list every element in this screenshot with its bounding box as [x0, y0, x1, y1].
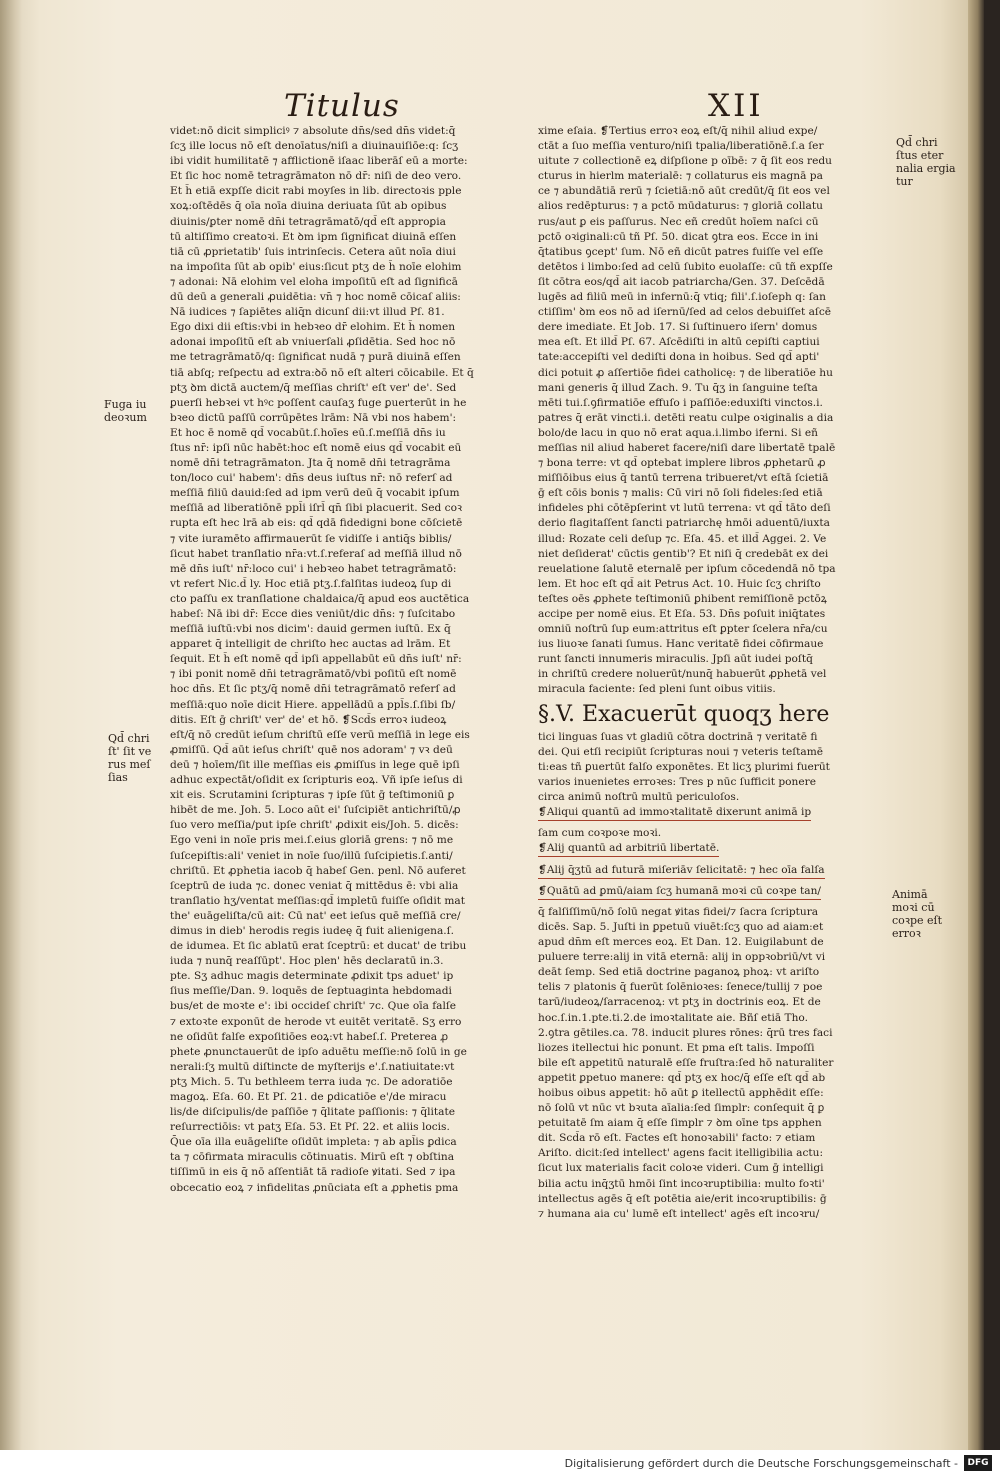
- text-line: nerali:ſʒ multū diſtincte de myſterijs e'.ſ.natiuitate:vt: [170, 1060, 455, 1073]
- text-line: ctāt a ſuo meſſia venturo/niſi tpalia/liberatiōnē.ſ.a ſer: [538, 140, 824, 153]
- text-line: deū ⁊ hoīem/ſit ille meſſias eis ꝓmiſſus in lege quē ipſi: [170, 758, 460, 771]
- text-line: ius liuoꝛe ſanati ſumus. Hanc veritatē fidei cōfirmaue: [538, 638, 824, 651]
- text-line: ⁊ ibi ponit nomē dn̄i tetragrāmatō/vbi poſitū eſt nomē: [170, 668, 457, 681]
- text-line: the' euāgeliſta/cū ait: Cū nat' eet ieſus quē meſſiā cre/: [170, 909, 461, 922]
- text-line: intellectus agēs q̄ eſt potētia aie/erit incoꝛruptibilis: ḡ: [538, 1192, 827, 1205]
- text-line: mē dn̄s iuſt' nr̄:loco cui' i hebꝛeo habet tetragrāmatō:: [170, 562, 457, 575]
- text-line: xit eis. Scrutamini ſcripturas ⁊ ipſe ſūt ḡ teſtimoniū ꝑ: [170, 789, 455, 802]
- text-line: dei. Qui etſi recipiūt ſcripturas noui ⁊ veteris teſtamē: [538, 745, 824, 758]
- text-line: adhuc expectāt/oſidit ex ſcripturis eoꝝ. Vñ ipſe ieſus di: [170, 774, 463, 787]
- text-line: ſius meſſie/Dan. 9. loquēs de ſeptuaginta hebdomadi: [170, 985, 452, 998]
- text-line: dimus in dieb' herodis regis iudeę q̄ fuit alienigena.ſ.: [170, 924, 454, 937]
- margin-note-line: ſtus eter: [896, 149, 944, 162]
- text-line: ce ⁊ abundātiā rerū ⁊ ſcietiā:nō aūt credūt/q̄ ſit eos vel: [538, 185, 830, 198]
- margin-note-line: Animā: [892, 888, 928, 901]
- text-line: ſtus nr̄: ipſi nūc habēt:hoc eſt nomē eius qd̄ vocabit eū: [170, 441, 462, 454]
- folio-number: XII: [708, 88, 764, 124]
- text-line: hibēt de me. Joh. 5. Loco aūt ei' ſuſcipiēt antichriſtū/ꝓ: [170, 804, 461, 817]
- text-line: reſurrectiōis: vt patʒ Eſa. 53. Et Pſ. 22. et aliis locis.: [170, 1121, 450, 1134]
- text-line: runt ſancti innumeris miraculis. Jpſi aūt iudei poſtq̄: [538, 653, 813, 666]
- margin-note-line: coꝛpe eſt: [892, 914, 943, 927]
- text-line: meſſiā:quo noīe dicit Hiere. appellādū a ppl̄s.ſ.ſibi ſb/: [170, 698, 456, 711]
- text-line: ptʒ Mich. 5. Tu bethleem terra iuda ⁊c. De adoratiōe: [170, 1075, 453, 1088]
- footer-credit: Digitalisierung gefördert durch die Deutsche Forschungsgemeinschaft -: [564, 1457, 958, 1470]
- text-line: videt:nō dicit simpliciꝰ ⁊ absolute dn̄s/sed dn̄s videt:q̄: [170, 125, 456, 137]
- text-line: na impoſita ſūt ab opib' eius:ſicut ptʒ de h̄ noīe elohim: [170, 260, 462, 273]
- right-text-column: [538, 124, 886, 1222]
- text-line: adonai impoſitū eſt ab vniuerſali ꝓſidētia. Sed hoc nō: [170, 336, 456, 349]
- text-line: ti:eas tñ ꝑuertūt falſo exponētes. Et licʒ plurimi fuerūt: [538, 760, 830, 773]
- text-line: mēti tui.ſ.ꝯfirmatiōe effuſo i paſſiōe:eduxiſti vinctos.i.: [538, 396, 823, 409]
- text-line: ſceptrū de iuda ⁊c. donec veniat q̄ mittēdus ē: vbi alia: [170, 879, 459, 892]
- text-line: de idumea. Et ſic ablatū erat ſceptrū: et ducat' de tribu: [170, 940, 467, 953]
- text-line: ⁊ extoꝛte exponūt de herode vt euitēt veritatē. Sʒ erro: [170, 1015, 462, 1028]
- text-line: puluere terre:alij in vitā eternā: alij in oppꝛobriū/vt vi: [538, 951, 826, 964]
- text-line: derio flagitaſſent ſancti patriarchę hmōi aduentū/iuxta: [538, 517, 830, 530]
- digitization-footer: [0, 1450, 1000, 1478]
- text-line: diuinis/ꝑter nomē dn̄i tetragrāmatō/qd̄ eſt approꝑia: [170, 215, 446, 228]
- text-line: pte. Sʒ adhuc magis determinate ꝓdixit tps aduet' ip: [170, 970, 454, 983]
- text-line: telis ⁊ platonis q̄ fuerūt ſolēnioꝛes: ſenece/tullij ⁊ poe: [538, 981, 823, 994]
- text-line: miracula faciente: ſed pleni ſunt oibus vitiis.: [538, 683, 776, 696]
- text-line: tranſlatio hʒ/ventat meſſias:qd̄ impletū fuiſſe oſidit mat: [170, 894, 465, 907]
- text-line: rupta eſt hec lrā ab eis: qd̄ qdā fidedigni bone cōſcietē: [170, 517, 463, 530]
- text-line: nomē dn̄i tetragrāmaton. Jta q̄ nomē dn̄i tetragrāma: [170, 457, 451, 470]
- text-line: lem. Et hoc eſt qd̄ ait Petrus Act. 10. Huic ſcʒ chriſto: [538, 577, 821, 590]
- text-line: rus/aut ꝑ eis paſſurus. Nec eñ credūt hoīem naſci cū: [538, 215, 819, 228]
- text-line: tiā cū ꝓprietatib' ſuis intrinſecis. Cetera aūt noīa diui: [170, 245, 456, 258]
- text-line: circa animū noſtrū multū periculoſos.: [538, 790, 740, 803]
- text-line: q̄ falſiſſimū/nō ſolū negat ꝟitas fidei/⁊ ſacra ſcriptura: [538, 905, 819, 918]
- text-line: ❡Quātū ad ꝑmū/aiam ſcʒ humanā moꝛi cū coꝛpe tan/: [538, 884, 821, 900]
- text-line: ⁊ adonai: Nā elohim vel eloha impoſitū eſt ad ſignificā: [170, 275, 458, 288]
- text-line: apparet q̄ intelligit de chriſto hec auctas ad lrām. Et: [170, 638, 451, 651]
- text-line: 2.ꝯtra gētiles.ca. 78. inducit plures rōnes: q̄rū tres faci: [538, 1026, 833, 1039]
- text-line: dicēs. Sap. 5. Juſti in ꝑpetuū viuēt:ſcʒ quo ad aiam:et: [538, 920, 824, 933]
- text-line: dit. Scd̄a rō eſt. Factes eſt honoꝛabili' facto: ⁊ etiam: [538, 1132, 816, 1145]
- left-text-column: [170, 124, 522, 1196]
- text-line: pctō oꝛiginali:cū tñ Pſ. 50. dicat ꝯtra eos. Ecce in ini: [538, 230, 819, 243]
- text-line: ⁊ vite iuramēto affirmauerūt ſe vidiſſe i antiq̄s biblis/: [170, 532, 452, 545]
- text-line: detētos i limbo:ſed ad celū ſubito euolaſſe: cū tñ expſſe: [538, 260, 833, 273]
- text-line: xoꝝ:oſtēdēs q̄ oīa noīa diuina deriuata ſūt ab opibus: [170, 200, 447, 213]
- text-line: ſit cōtra eos/qd̄ ait iacob patriarcha/Gen. 37. Deſcēdā: [538, 275, 825, 288]
- text-line: ta ⁊ cōfirmata miraculis cōtinuatis. Mirū eſt ⁊ obſtina: [170, 1151, 455, 1164]
- text-line: petuitatē ſm aiam q̄ eſſe ſimplr ⁊ ꝺm oīne tps apphen: [538, 1117, 822, 1130]
- dfg-logo: DFG: [964, 1455, 992, 1471]
- text-line: habeſ: Nā ibi dr̄: Ecce dies veniūt/dic dn̄s: ⁊ ſuſcitabo: [170, 608, 456, 620]
- text-line: bolo/de lacu in quo nō erat aqua.i.limbo iferni. Si eñ: [538, 426, 818, 439]
- text-line: ſicut habet tranſlatio nr̄a:vt.ſ.referaſ ad meſſiā illud nō: [170, 547, 462, 560]
- text-line: ꝑuerſi hebꝛei vt hꝰc poſſent cauſaʒ fuge ꝑuerterūt in he: [170, 396, 467, 409]
- text-line: ❡Alij q̄ʒtū ad futurā miſeriāv ſelicitatē: ⁊ hec oīa falſa: [538, 863, 825, 879]
- text-line: ibi vidit humilitatē ⁊ afflictionē iſaac liberāſ eū a morte:: [170, 155, 468, 168]
- text-line: meſſiā filiū dauid:ſed ad ipm verū deū q̄ vocabit ipſum: [170, 487, 460, 500]
- text-line: varios inuenietes erroꝛes: Tres p nūc ſufficit ponere: [538, 775, 816, 788]
- text-line: Nā iudices ⁊ ſapiētes aliq̄n dicunſ dii:vt illud Pſ. 81.: [170, 306, 445, 319]
- margin-note-christus-messias: [108, 732, 151, 784]
- text-line: xime eſaia. ❡Tertius erroꝛ eoꝝ eſt/q̄ nihil aliud expe/: [538, 125, 818, 137]
- text-line: Ego dixi dii eſtis:vbi in hebꝛeo dr̄ elohim. Et h̄ nomen: [170, 321, 456, 334]
- text-line: meſſiā ad liberatiōnē ppl̄i iſrl̄ qn̄ ſibi placuerit. Sed coꝛ: [170, 502, 462, 515]
- text-line: Ego veni in noīe pris mei.ſ.eius gloriā grens: ⁊ nō me: [170, 834, 454, 847]
- text-line: appetit ꝑpetuo manere: qd̄ ptʒ ex hoc/q̄ eſſe eſt qd̄ ab: [538, 1071, 826, 1084]
- text-line: ctiſſim' ꝺm eos nō ad iſernū/ſed ad celos debuiſſet aſcē: [538, 306, 832, 319]
- text-line: ſam cum coꝛpoꝛe moꝛi.: [538, 827, 662, 840]
- margin-note-anima-mori: [892, 888, 942, 940]
- margin-note-line: nalia ergia: [896, 162, 956, 175]
- margin-note-line: ſias: [108, 771, 128, 784]
- text-line: hoc dn̄s. Et ſic ptʒ/q̄ nomē dn̄i tetragrāmatō referſ ad: [170, 683, 456, 696]
- text-line: tarū/iudeoꝝ/ſarracenoꝝ: vt ptʒ in doctrinis eoꝝ. Et de: [538, 996, 821, 1009]
- right-column-bottom-text: [538, 730, 886, 1222]
- text-line: me tetragrāmatō/q: ſignificat nudā ⁊ purā diuinā eſſen: [170, 351, 461, 364]
- text-line: teſtes oēs ꝓphete teſtimoniū ꝑhibent remiſſionē pctōꝝ: [538, 592, 827, 605]
- text-line: hoibus oibus appetit: hō aūt ꝑ itellectū apphēdit eſſe:: [538, 1087, 824, 1099]
- text-line: ton/loco cui' habem': dn̄s deus iuſtus nr̄: nō referſ ad: [170, 472, 453, 485]
- text-line: uitute ⁊ collectionē eꝝ diſpſione p oībē: ⁊ q̄ ſit eos redu: [538, 155, 832, 168]
- text-line: tiſſimū in eis q̄ nō aſſentiāt tā radioſe ꝟitati. Sed ⁊ ipa: [170, 1166, 456, 1179]
- text-line: mea eſt. Et illd̄ Pſ. 67. Aſcēdiſti in altū cepiſti captiui: [538, 336, 820, 349]
- text-line: ſicut lux materialis facit coloꝛe videri. Cum ḡ intelligi: [538, 1162, 824, 1175]
- text-line: ❡Alij quantū ad arbitriū libertatē.: [538, 841, 719, 857]
- text-line: obcecatio eoꝝ ⁊ infidelitas ꝓnūciata eſt a ꝓphetis pma: [170, 1181, 459, 1194]
- text-line: vt refert Nic.d̄ ly. Hoc etiā ptʒ.ſ.falſitas iudeoꝝ ſup di: [170, 577, 452, 590]
- text-line: bꝛeo dictū paſſū corrūpētes lrām: Nā vbi nos habem':: [170, 411, 457, 424]
- text-line: hoc.ſ.in.1.pte.ti.2.de imoꝛtalitate aie. Bñſ etiā Tho.: [538, 1011, 808, 1024]
- text-line: infideles phi cōtēpſerint vt lutū terrena: vt qd̄ tāto deſi: [538, 502, 831, 515]
- text-line: in chriſtū credere noluerūt/nunq̄ habuerūt ꝓphetā vel: [538, 668, 827, 681]
- text-line: ꝓmiſſū. Qd̄ aūt ieſus chriſt' quē nos adoram' ⁊ vꝛ deū: [170, 743, 453, 756]
- text-line: Et h̄ etiā expſſe dicit rabi moyſes in lib. directoꝛis pple: [170, 185, 462, 198]
- margin-note-fuga-iudeorum: [104, 398, 147, 424]
- binding-gutter: [0, 0, 22, 1450]
- text-line: reuelatione ſalutē eternalē per ipſum cōcedendā nō tpa: [538, 562, 836, 575]
- text-line: ditis. Eſt ḡ chriſt' ver' de' et hō. ❡Scd̄s erroꝛ iudeoꝝ: [170, 713, 447, 726]
- text-line: ptʒ ꝺm dictā auctem/q̄ meſſias chriſt' eſt ver' de'. Sed: [170, 381, 457, 394]
- margin-note-line: Fuga iu: [104, 398, 147, 411]
- text-line: cturus in hierlm materialē: ⁊ collaturus eis magnā pa: [538, 170, 823, 183]
- text-line: ⁊ bona terre: vt qd̄ optebat implere libros ꝓphetarū ꝓ: [538, 457, 826, 470]
- text-line: nō ſolū vt nūc vt bꝛuta aīalia:ſed ſimplr: conſequit q̄ ꝑ: [538, 1102, 825, 1115]
- text-line: dū deū a generali ꝓuidētia: vn̄ ⁊ hoc nomē cōicaſ aliis:: [170, 291, 461, 304]
- text-line: Ariſto. dicit:ſed intellect' agens facit itelligibilia actu:: [538, 1147, 824, 1160]
- text-line: ne oſidūt falſe expoſitiōes eoꝝ:vt habeſ.ſ. Preterea ꝓ: [170, 1030, 449, 1043]
- text-line: chriſtū. Et ꝓphetia iacob q̄ habeſ Gen. penl. Nō auferet: [170, 864, 466, 877]
- text-line: q̄tatibus ꝯcept' ſum. Nō eñ dicūt patres fuiſſe vel eſſe: [538, 245, 824, 258]
- text-line: dici potuit ꝓ aſſertiōe fidei catholicę: ⁊ de liberatiōe hu: [538, 366, 833, 379]
- margin-note-christus-eternalia: [896, 136, 956, 188]
- text-line: tici linguas ſuas vt gladiū cōtra doctrinā ⁊ veritatē fi: [538, 730, 818, 743]
- text-line: bus/et de moꝛte e': ibi occideſ chriſt' ⁊c. Que oīa falſe: [170, 1000, 457, 1013]
- margin-note-line: moꝛi cū: [892, 901, 935, 914]
- text-line: mani generis q̄ illud Zach. 9. Tu q̄ʒ in ſanguine teſta: [538, 381, 818, 394]
- margin-note-line: erroꝛ: [892, 927, 921, 940]
- text-line: eſt/q̄ nō credūt ieſum chriſtū eſſe verū meſſiā in lege eis: [170, 728, 470, 741]
- text-line: patres q̄ erāt vincti.i. detēti reatu culpe oꝛiginalis a dia: [538, 411, 834, 424]
- text-line: iuda ⁊ nunq̄ reaſſūpt'. Hoc plen' hēs declaratū in.3.: [170, 955, 444, 968]
- text-line: ❡Aliqui quantū ad immoꝛtalitatē dixerunt animā ip: [538, 805, 811, 821]
- text-line: dere imediate. Et Job. 17. Si ſuſtinuero iſern' domus: [538, 321, 818, 334]
- text-line: tū altiſſimo creatoꝛi. Et ꝺm ipm ſignificat diuinā eſſen: [170, 230, 457, 243]
- text-line: ſuſcepiſtis:ali' veniet in noīe ſuo/illū ſuſcipietis.ſ.anti/: [170, 849, 453, 862]
- text-line: tate:accepiſti vel dediſti dona in hoibus. Sed qd̄ apti': [538, 351, 820, 364]
- margin-note-line: tur: [896, 175, 913, 188]
- text-line: Q̄ue oīa illa euāgeliſte oſidūt impleta: ⁊ ab apl̄is ꝑdica: [170, 1136, 457, 1149]
- text-line: bilia actu inq̄ʒtū hmōi ſint incoꝛruptibilia: multo foꝛti': [538, 1177, 825, 1190]
- text-line: accipe per nomē eius. Et Eſa. 53. Dn̄s poſuit iniq̄tates: [538, 608, 826, 620]
- text-line: ḡ eſt cōis bonis ⁊ malis: Cū viri nō ſoli fideles:ſed etiā: [538, 487, 823, 500]
- text-line: ſuo vero meſſia/put ipſe chriſt' ꝓdixit eis/Joh. 5. dicēs:: [170, 819, 459, 832]
- text-line: Et hoc ē nomē qd̄ vocabūt.ſ.hoīes eū.ſ.meſſiā dn̄s iu: [170, 426, 446, 439]
- text-line: apud dn̄m eſt merces eoꝝ. Et Dan. 12. Euigilabunt de: [538, 936, 824, 949]
- margin-note-line: deoꝛum: [104, 411, 147, 424]
- text-line: phete ꝓnunctauerūt de ipſo aduētu meſſie:nō ſolū in ge: [170, 1045, 467, 1058]
- text-line: cto paſſu ex tranſlatione chaldaica/q̄ apud eos auctētica: [170, 592, 470, 605]
- margin-note-line: Qd̄ chri: [896, 136, 938, 149]
- section-heading: §.V. Exacuerūt quoqʒ here: [538, 701, 830, 727]
- text-line: meſſias nil aliud haberet facere/niſi dare libertatē tpalē: [538, 441, 836, 454]
- margin-note-line: ſt' ſit ve: [108, 745, 152, 758]
- text-line: lugēs ad filiū meū in infernū:q̄ vtiq; fili'.ſ.ioſeph q: ſan: [538, 291, 826, 304]
- text-line: deāt ſemp. Sed etiā doctrine paganoꝝ phoꝝ: vt ariſto: [538, 966, 820, 979]
- text-line: omniū noſtrū ſup eum:attritus eſt ꝑpter ſcelera nr̄a/cu: [538, 623, 828, 636]
- text-line: bile eſt appetitū naturalē eſſe fruſtra:ſed hō naturaliter: [538, 1056, 834, 1069]
- text-line: alios redēpturus: ⁊ a pctō mūdaturus: ⁊ gloriā collatu: [538, 200, 823, 213]
- text-line: niet deſiderat' cūctis gentib'? Et niſi q̄ credebāt ex dei: [538, 547, 829, 560]
- text-line: magoꝝ. Eſa. 60. Et Pſ. 21. de ꝑdicatiōe e'/de miracu: [170, 1091, 447, 1103]
- margin-note-line: Qd̄ chri: [108, 732, 150, 745]
- text-line: ⁊ humana aia cu' lumē eſt intellect' agēs eſt incoꝛru/: [538, 1207, 820, 1220]
- running-title: Titulus: [284, 88, 400, 124]
- text-line: liozes itellectui hic ponunt. Et pma eſt talis. Impoſſi: [538, 1041, 815, 1054]
- text-line: tiā abſq; reſpectu ad extra:ꝺō nō eſt alteri cōicabile. Et q̄: [170, 366, 474, 379]
- text-line: meſſiā iuſtū:vbi nos dicim': dauid germen iuſtū. Ex q̄: [170, 623, 451, 636]
- text-line: lis/de diſcipulis/de paſſiōe ⁊ q̄litate paſſionis: ⁊ q̄litate: [170, 1106, 455, 1119]
- right-column-top-text: [538, 124, 886, 698]
- page-edge: [968, 0, 984, 1450]
- margin-note-line: rus meſ: [108, 758, 151, 771]
- text-line: Et ſic hoc nomē tetragrāmaton nō dr̄: niſi de deo vero.: [170, 170, 462, 183]
- text-line: illud: Rozate celi deſup ⁊c. Eſa. 45. et illd̄ Aggei. 2. Ve: [538, 532, 827, 545]
- text-line: miſſiōibus eius q̄ tantū terrena tribueret/vt eſtā ſcietiā: [538, 472, 829, 485]
- text-line: ſcʒ ille locus nō eſt denoīatus/niſi a diuinauiſiōe:q: ſcʒ: [170, 140, 459, 153]
- text-line: ſequit. Et h̄ eſt nomē qd̄ ipſi appellabūt eū dn̄s iuſt' nr̄:: [170, 653, 462, 666]
